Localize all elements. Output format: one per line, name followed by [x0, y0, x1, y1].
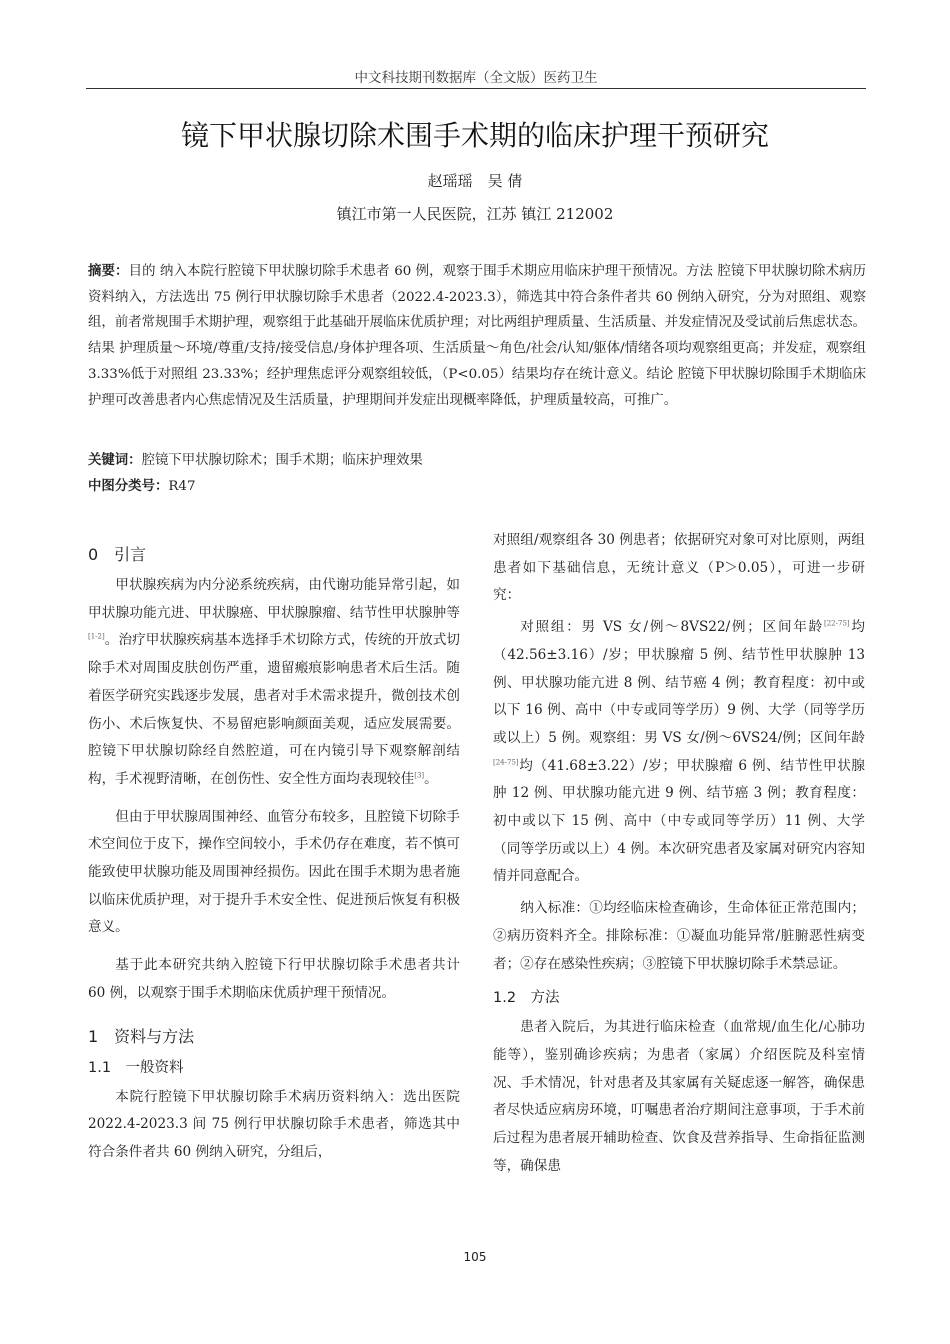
paragraph: 本院行腔镜下甲状腺切除手术病历资料纳入：选出医院 2022.4-2023.3 间 75 例行甲状腺切除手术患者，筛选其中符合条件者共 60 例纳入研究，分组后， — [88, 1088, 460, 1160]
authors: 赵瑶瑶 吴 倩 — [427, 172, 523, 190]
paragraph: 甲状腺疾病为内分泌系统疾病，由代谢功能异常引起，如甲状腺功能亢进、甲状腺癌、甲状腺腺瘤、结节性甲状腺肿等[1-2]。治疗甲状腺疾病基本选择手术切除方式，传统的开放式切除手术对周围皮肤创伤严重，遗留瘢痕影响患者术后生活。随着医学研究实践逐步发展，患者对手术需求提升，微创技术创伤小、术后恢复快、不易留疤影响颜面美观，适应发展需要。腔镜下甲状腺切除经自然腔道，可在内镜引导下观察解剖结构，手术视野清晰，在创伤性、安全性方面均表现较佳[3]。 — [88, 577, 460, 787]
citation: [3] — [414, 771, 425, 780]
classification-label: 中图分类号： — [88, 479, 169, 494]
left-column — [88, 536, 460, 1167]
citation: [22-75] — [824, 619, 850, 628]
paragraph: 基于此本研究共纳入腔镜下行甲状腺切除手术患者共计 60 例，以观察于围手术期临床优质护理干预情况。 — [88, 957, 460, 1001]
citation: [1-2] — [88, 632, 105, 641]
right-column — [493, 527, 865, 1180]
abstract-label: 摘要： — [88, 264, 129, 279]
paragraph: 纳入标准：①均经临床检查确诊，生命体征正常范围内；②病历资料齐全。排除标准：①凝血功能异常/脏腑恶性病变者；②存在感染性疾病；③腔镜下甲状腺切除手术禁忌证。 — [493, 900, 865, 972]
classification — [88, 476, 866, 498]
affiliation: 镇江市第一人民医院，江苏 镇江 212002 — [336, 205, 614, 223]
journal-header: 中文科技期刊数据库（全文版）医药卫生 — [86, 66, 866, 89]
keywords-label: 关键词： — [88, 453, 142, 468]
classification-text: R47 — [168, 479, 196, 494]
paper-title: 镜下甲状腺切除术围手术期的临床护理干预研究 — [180, 119, 769, 152]
keywords — [88, 450, 866, 472]
subsection-heading: 1.2 方法 — [493, 990, 560, 1007]
abstract-text: 目的 纳入本院行腔镜下甲状腺切除手术患者 60 例，观察于围手术期应用临床护理干预情况。方法 腔镜下甲状腺切除术病历资料纳入，方法选出 75 例行甲状腺切除手术患者（2022.4-2023.3），筛选其中符合条件者共 60 例纳入研究，分为对照组、观察组，前者常规围手术期护理，观察组于此基础开展临床优质护理；对比两组护理质量、生活质量、并发症情况及受试前后焦虑状态。结果 护理质量～环境/尊重/支持/接受信息/身体护理各项、生活质量～角色/社会/认知/躯体/情绪各项均观察组更高；并发症，观察组 3.33%低于对照组 23.33%；经护理焦虑评分观察组较低，（P<0.05）结果均存在统计意义。结论 腔镜下甲状腺切除围手术期临床护理可改善患者内心焦虑情况及生活质量，护理期间并发症出现概率降低，护理质量较高，可推广。 — [88, 264, 867, 408]
abstract — [88, 259, 866, 413]
section-heading-methods: 1 资料与方法 — [88, 1026, 195, 1046]
keywords-text: 腔镜下甲状腺切除术；围手术期；临床护理效果 — [141, 453, 423, 468]
subsection-heading: 1.1 一般资料 — [88, 1059, 184, 1076]
paragraph: 但由于甲状腺周围神经、血管分布较多，且腔镜下切除手术空间位于皮下，操作空间较小，手术仍存在难度，若不慎可能致使甲状腺功能及周围神经损伤。因此在围手术期为患者施以临床优质护理，对于提升手术安全性、促进预后恢复有积极意义。 — [88, 808, 460, 936]
page-number: 105 — [463, 1250, 487, 1264]
paragraph: 对照组：男 VS 女/例～8VS22/例；区间年龄[22-75]均（42.56±3.16）/岁；甲状腺瘤 5 例、结节性甲状腺肿 13 例、甲状腺功能亢进 8 例、结节癌 4 例；教育程度：初中或以下 16 例、高中（中专或同等学历）9 例、大学（同等学历或以上）5 例。观察组：男 VS 女/例～6VS24/例；区间年龄[24-75]均（41.68±3.22）/岁；甲状腺瘤 6 例、结节性甲状腺肿 12 例、甲状腺功能亢进 9 例、结节癌 3 例；教育程度：初中或以下 15 例、高中（中专或同等学历）11 例、大学（同等学历或以上）4 例。本次研究患者及家属对研究内容知情并同意配合。 — [493, 619, 865, 885]
paragraph: 对照组/观察组各 30 例患者；依据研究对象可对比原则，两组患者如下基础信息，无统计意义（P＞0.05），可进一步研究： — [493, 532, 865, 604]
paragraph: 患者入院后，为其进行临床检查（血常规/血生化/心肺功能等），鉴别确诊疾病；为患者（家属）介绍医院及科室情况、手术情况，针对患者及其家属有关疑虑逐一解答，确保患者尽快适应病房环境，叮嘱患者治疗期间注意事项，于手术前后过程为患者展开辅助检查、饮食及营养指导、生命指征监测等，确保患 — [493, 1019, 865, 1174]
citation: [24-75] — [493, 758, 519, 767]
section-heading-intro: 0 引言 — [88, 545, 147, 564]
